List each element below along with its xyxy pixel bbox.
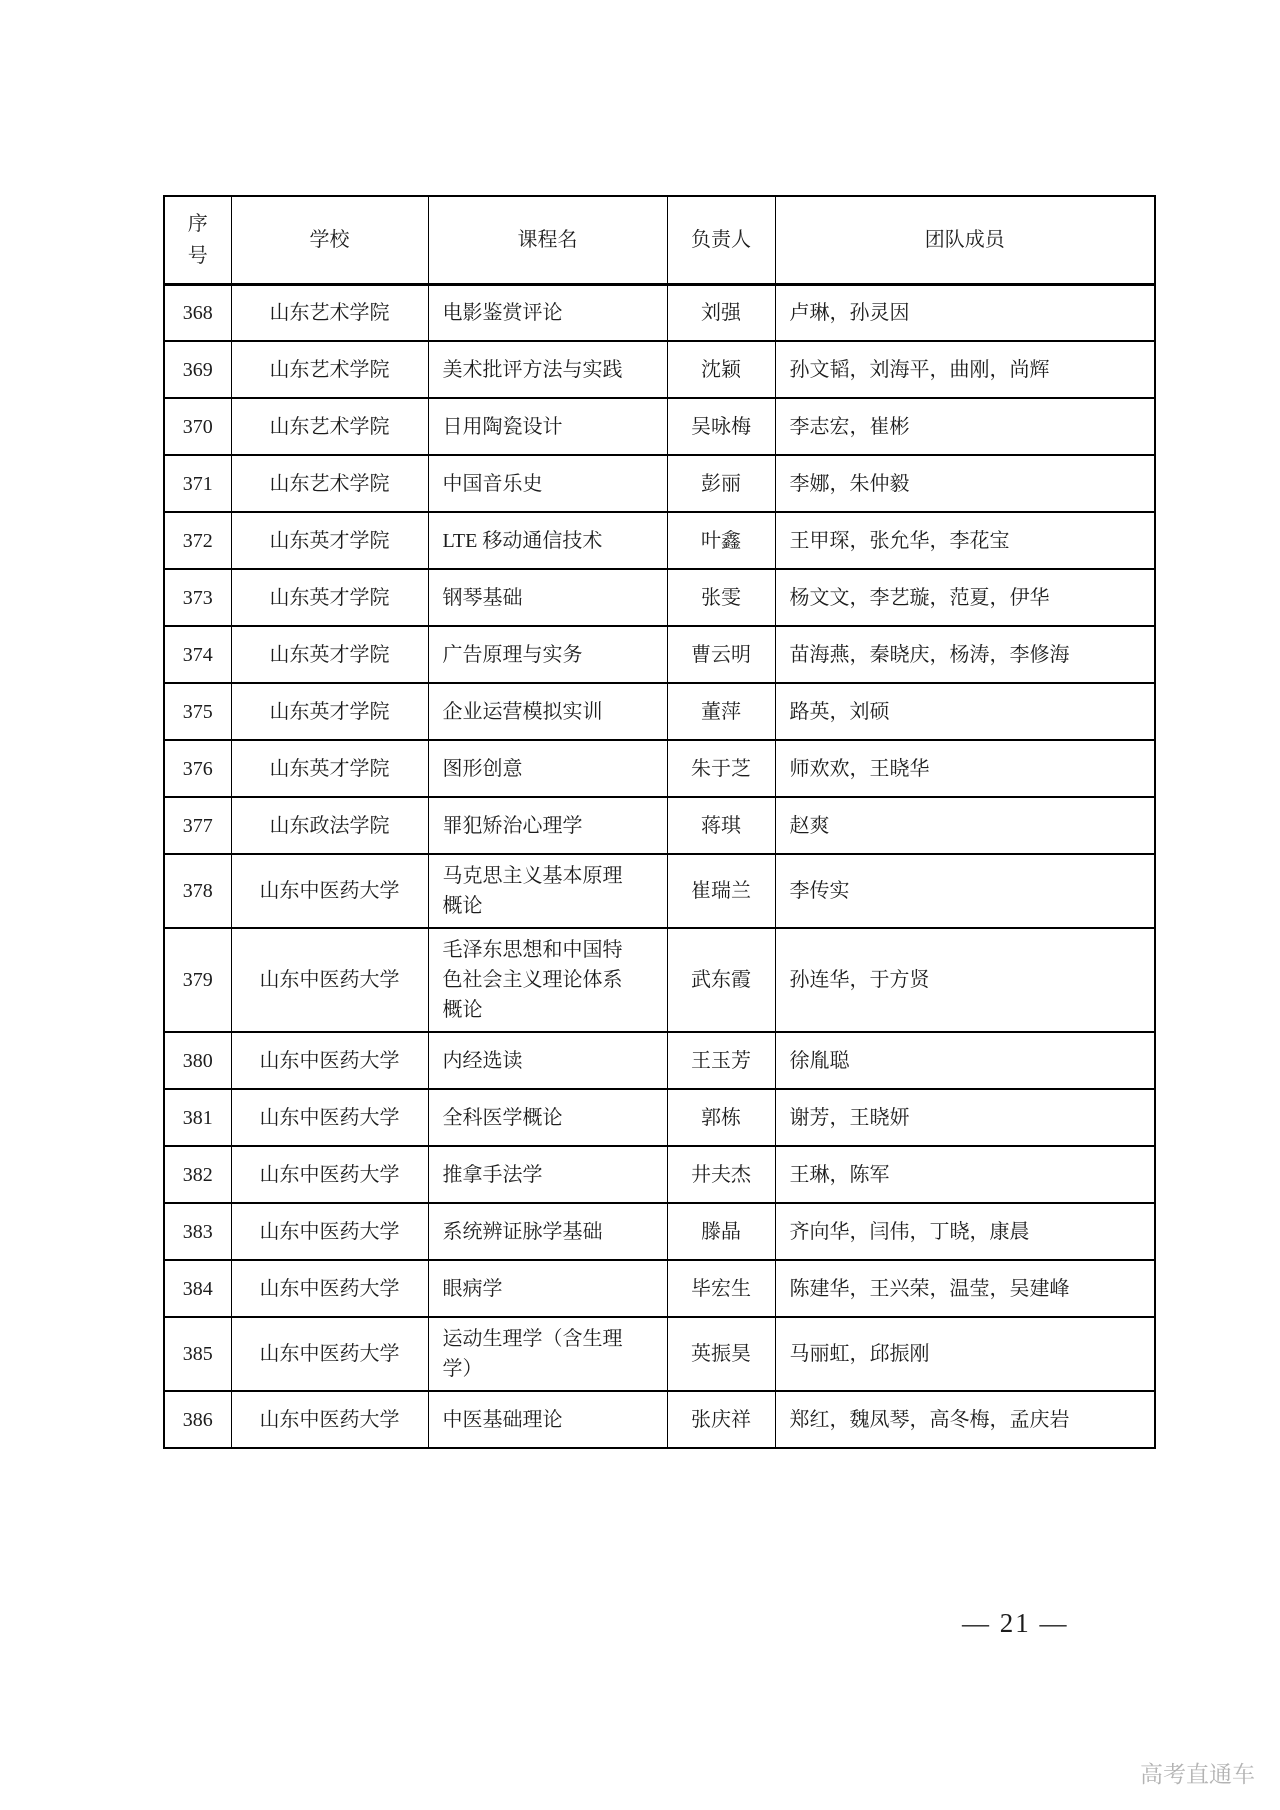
cell-leader: 刘强 bbox=[667, 284, 775, 341]
header-school: 学校 bbox=[231, 196, 428, 284]
cell-course: 推拿手法学 bbox=[428, 1146, 667, 1203]
table-row bbox=[164, 284, 1155, 341]
cell-team: 卢琳，孙灵因 bbox=[775, 284, 1155, 341]
cell-course: 运动生理学（含生理学） bbox=[428, 1317, 667, 1391]
cell-team: 王琳，陈军 bbox=[775, 1146, 1155, 1203]
cell-team: 陈建华，王兴荣，温莹，吴建峰 bbox=[775, 1260, 1155, 1317]
cell-leader: 吴咏梅 bbox=[667, 398, 775, 455]
cell-school: 山东中医药大学 bbox=[231, 1317, 428, 1391]
cell-school: 山东中医药大学 bbox=[231, 928, 428, 1032]
cell-serial-number: 371 bbox=[164, 455, 231, 512]
table-row bbox=[164, 341, 1155, 398]
cell-leader: 崔瑞兰 bbox=[667, 854, 775, 928]
cell-team: 谢芳，王晓妍 bbox=[775, 1089, 1155, 1146]
cell-serial-number: 376 bbox=[164, 740, 231, 797]
page-number: — 21 — bbox=[962, 1608, 1069, 1638]
cell-course: 内经选读 bbox=[428, 1032, 667, 1089]
cell-team: 孙连华，于方贤 bbox=[775, 928, 1155, 1032]
cell-serial-number: 386 bbox=[164, 1391, 231, 1448]
cell-team: 徐胤聪 bbox=[775, 1032, 1155, 1089]
cell-serial-number: 368 bbox=[164, 284, 231, 341]
cell-school: 山东中医药大学 bbox=[231, 854, 428, 928]
table-row bbox=[164, 1317, 1155, 1391]
cell-school: 山东艺术学院 bbox=[231, 284, 428, 341]
cell-school: 山东中医药大学 bbox=[231, 1391, 428, 1448]
cell-serial-number: 373 bbox=[164, 569, 231, 626]
cell-course: 钢琴基础 bbox=[428, 569, 667, 626]
cell-course: 马克思主义基本原理概论 bbox=[428, 854, 667, 928]
course-table bbox=[163, 195, 1156, 1449]
table-row bbox=[164, 1089, 1155, 1146]
cell-school: 山东英才学院 bbox=[231, 626, 428, 683]
table-row bbox=[164, 683, 1155, 740]
watermark: 高考直通车 bbox=[1140, 1762, 1255, 1787]
cell-course: 日用陶瓷设计 bbox=[428, 398, 667, 455]
cell-serial-number: 380 bbox=[164, 1032, 231, 1089]
cell-serial-number: 377 bbox=[164, 797, 231, 854]
cell-leader: 沈颖 bbox=[667, 341, 775, 398]
cell-team: 李传实 bbox=[775, 854, 1155, 928]
table-row bbox=[164, 1203, 1155, 1260]
cell-leader: 曹云明 bbox=[667, 626, 775, 683]
cell-school: 山东中医药大学 bbox=[231, 1260, 428, 1317]
cell-leader: 毕宏生 bbox=[667, 1260, 775, 1317]
cell-school: 山东艺术学院 bbox=[231, 398, 428, 455]
cell-course: 美术批评方法与实践 bbox=[428, 341, 667, 398]
table-row bbox=[164, 1260, 1155, 1317]
cell-team: 路英，刘硕 bbox=[775, 683, 1155, 740]
cell-serial-number: 383 bbox=[164, 1203, 231, 1260]
cell-serial-number: 370 bbox=[164, 398, 231, 455]
table-header-row bbox=[164, 196, 1155, 284]
cell-leader: 郭栋 bbox=[667, 1089, 775, 1146]
table-row bbox=[164, 512, 1155, 569]
cell-leader: 武东霞 bbox=[667, 928, 775, 1032]
cell-leader: 蒋琪 bbox=[667, 797, 775, 854]
header-team: 团队成员 bbox=[775, 196, 1155, 284]
cell-serial-number: 381 bbox=[164, 1089, 231, 1146]
cell-course: 图形创意 bbox=[428, 740, 667, 797]
cell-leader: 张雯 bbox=[667, 569, 775, 626]
cell-team: 赵爽 bbox=[775, 797, 1155, 854]
cell-leader: 王玉芳 bbox=[667, 1032, 775, 1089]
table-row bbox=[164, 928, 1155, 1032]
cell-course: 中国音乐史 bbox=[428, 455, 667, 512]
table-row bbox=[164, 740, 1155, 797]
cell-school: 山东艺术学院 bbox=[231, 341, 428, 398]
table-body bbox=[164, 284, 1155, 1448]
cell-school: 山东中医药大学 bbox=[231, 1089, 428, 1146]
cell-serial-number: 382 bbox=[164, 1146, 231, 1203]
cell-serial-number: 372 bbox=[164, 512, 231, 569]
table-row bbox=[164, 569, 1155, 626]
header-leader: 负责人 bbox=[667, 196, 775, 284]
cell-team: 齐向华，闫伟，丁晓，康晨 bbox=[775, 1203, 1155, 1260]
cell-leader: 彭丽 bbox=[667, 455, 775, 512]
cell-school: 山东艺术学院 bbox=[231, 455, 428, 512]
cell-serial-number: 375 bbox=[164, 683, 231, 740]
cell-serial-number: 379 bbox=[164, 928, 231, 1032]
cell-team: 马丽虹，邱振刚 bbox=[775, 1317, 1155, 1391]
table-row bbox=[164, 1391, 1155, 1448]
cell-team: 李娜，朱仲毅 bbox=[775, 455, 1155, 512]
table-row bbox=[164, 1032, 1155, 1089]
cell-course: 全科医学概论 bbox=[428, 1089, 667, 1146]
cell-serial-number: 378 bbox=[164, 854, 231, 928]
cell-leader: 井夫杰 bbox=[667, 1146, 775, 1203]
cell-leader: 董萍 bbox=[667, 683, 775, 740]
cell-serial-number: 384 bbox=[164, 1260, 231, 1317]
table-row bbox=[164, 854, 1155, 928]
cell-school: 山东英才学院 bbox=[231, 740, 428, 797]
cell-team: 李志宏，崔彬 bbox=[775, 398, 1155, 455]
cell-school: 山东英才学院 bbox=[231, 512, 428, 569]
cell-leader: 英振昊 bbox=[667, 1317, 775, 1391]
cell-school: 山东政法学院 bbox=[231, 797, 428, 854]
cell-team: 师欢欢，王晓华 bbox=[775, 740, 1155, 797]
cell-school: 山东中医药大学 bbox=[231, 1032, 428, 1089]
cell-leader: 张庆祥 bbox=[667, 1391, 775, 1448]
cell-team: 王甲琛，张允华，李花宝 bbox=[775, 512, 1155, 569]
cell-school: 山东英才学院 bbox=[231, 569, 428, 626]
cell-team: 杨文文，李艺璇，范夏，伊华 bbox=[775, 569, 1155, 626]
table-row bbox=[164, 398, 1155, 455]
cell-course: 中医基础理论 bbox=[428, 1391, 667, 1448]
cell-school: 山东中医药大学 bbox=[231, 1146, 428, 1203]
cell-leader: 滕晶 bbox=[667, 1203, 775, 1260]
cell-serial-number: 369 bbox=[164, 341, 231, 398]
table-row bbox=[164, 797, 1155, 854]
cell-course: 企业运营模拟实训 bbox=[428, 683, 667, 740]
cell-leader: 朱于芝 bbox=[667, 740, 775, 797]
table-row bbox=[164, 455, 1155, 512]
cell-course: 系统辨证脉学基础 bbox=[428, 1203, 667, 1260]
cell-course: 毛泽东思想和中国特色社会主义理论体系概论 bbox=[428, 928, 667, 1032]
header-serial-number: 序号 bbox=[164, 196, 231, 284]
cell-serial-number: 385 bbox=[164, 1317, 231, 1391]
cell-team: 郑红，魏凤琴，高冬梅，孟庆岩 bbox=[775, 1391, 1155, 1448]
cell-team: 苗海燕，秦晓庆，杨涛，李修海 bbox=[775, 626, 1155, 683]
header-course: 课程名 bbox=[428, 196, 667, 284]
cell-course: LTE 移动通信技术 bbox=[428, 512, 667, 569]
cell-team: 孙文韬，刘海平，曲刚，尚辉 bbox=[775, 341, 1155, 398]
cell-course: 罪犯矫治心理学 bbox=[428, 797, 667, 854]
cell-course: 广告原理与实务 bbox=[428, 626, 667, 683]
cell-school: 山东中医药大学 bbox=[231, 1203, 428, 1260]
cell-serial-number: 374 bbox=[164, 626, 231, 683]
cell-leader: 叶鑫 bbox=[667, 512, 775, 569]
table-row bbox=[164, 1146, 1155, 1203]
table-row bbox=[164, 626, 1155, 683]
cell-school: 山东英才学院 bbox=[231, 683, 428, 740]
cell-course: 眼病学 bbox=[428, 1260, 667, 1317]
cell-course: 电影鉴赏评论 bbox=[428, 284, 667, 341]
